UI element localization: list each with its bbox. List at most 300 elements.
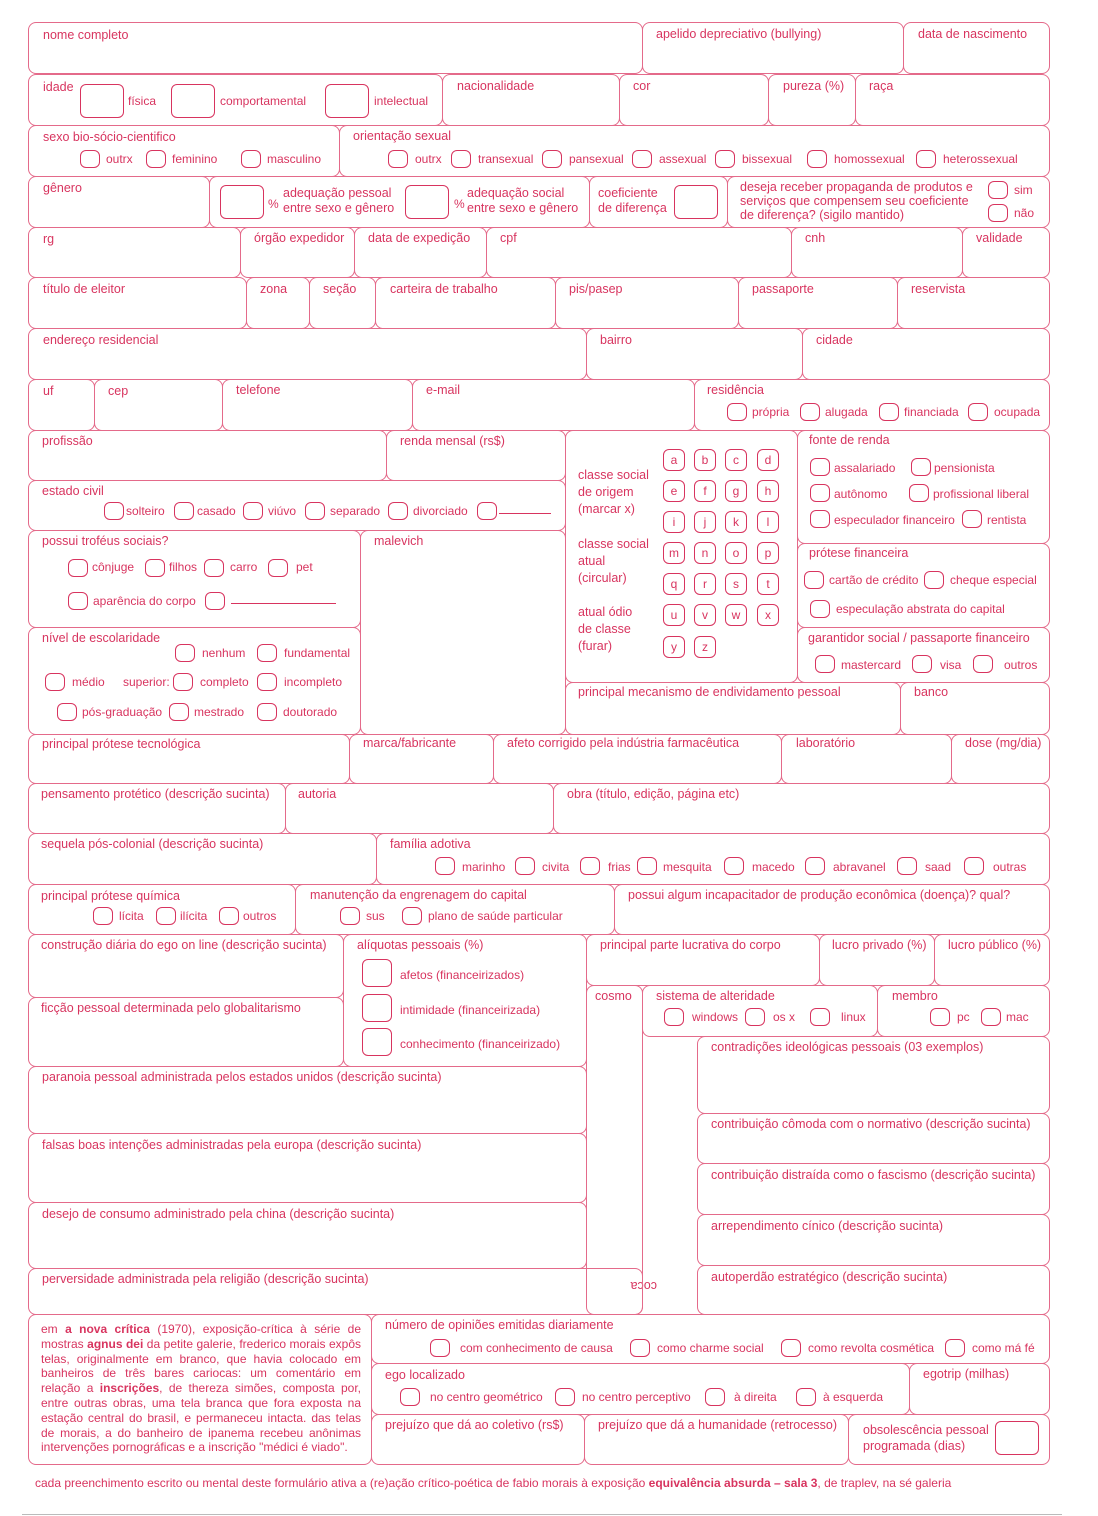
label-residencia: residência — [707, 383, 764, 397]
checkbox-fam-civita[interactable] — [515, 857, 535, 875]
label-fam-frias: frias — [608, 860, 631, 874]
label-pct-social: % — [454, 197, 465, 211]
checkbox-trofeu-pet[interactable] — [268, 559, 288, 577]
label-contribuicao-comoda: contribuição cômoda com o normativo (descrição sucinta) — [711, 1117, 1031, 1131]
class-letter-b[interactable]: b — [694, 449, 716, 471]
label-dose: dose (mg/dia) — [965, 736, 1042, 750]
checkbox-fam-frias[interactable] — [580, 857, 600, 875]
label-quim-licita: lícita — [119, 909, 144, 923]
label-bairro: bairro — [600, 333, 632, 347]
checkbox-fam-saad[interactable] — [897, 857, 917, 875]
label-data-expedicao: data de expedição — [368, 231, 471, 245]
label-classe-atual-l2: atual — [578, 554, 606, 568]
checkbox-propaganda-sim[interactable] — [988, 181, 1008, 199]
label-esc-medio: médio — [72, 675, 105, 689]
label-man-plano: plano de saúde particular — [428, 909, 563, 923]
label-civil-solteiro: solteiro — [126, 504, 165, 518]
label-genero: gênero — [43, 181, 82, 195]
label-res-ocupada: ocupada — [994, 405, 1041, 419]
label-data-nascimento: data de nascimento — [918, 27, 1028, 41]
checkbox-op-ma-fe[interactable] — [945, 1339, 965, 1357]
label-banco: banco — [914, 685, 949, 699]
class-letter-l[interactable]: l — [757, 511, 779, 533]
class-letter-k[interactable]: k — [725, 511, 747, 533]
checkbox-quim-licita[interactable] — [93, 907, 113, 925]
checkbox-man-plano[interactable] — [402, 907, 422, 925]
checkbox-trofeu-outro[interactable] — [205, 592, 225, 610]
label-res-propria: própria — [752, 405, 790, 419]
label-coca: coca — [630, 1279, 657, 1293]
label-intelectual: intelectual — [374, 94, 429, 108]
label-orient-outrx: outrx — [415, 152, 442, 166]
checkbox-alt-osx[interactable] — [745, 1008, 765, 1026]
field-uf[interactable] — [28, 379, 95, 431]
label-civil-divorciado: divorciado — [413, 504, 468, 518]
label-adequacao-social-l2: entre sexo e gênero — [467, 201, 579, 215]
idade-comportamental-box[interactable] — [171, 84, 215, 118]
checkbox-fam-marinho[interactable] — [435, 857, 455, 875]
label-parte-lucrativa: principal parte lucrativa do corpo — [600, 938, 781, 952]
checkbox-quim-ilicita[interactable] — [156, 907, 176, 925]
label-malevich: malevich — [374, 534, 424, 548]
label-alt-osx: os x — [773, 1010, 796, 1024]
label-cnh: cnh — [805, 231, 826, 245]
class-letter-i[interactable]: i — [663, 511, 685, 533]
label-fonte-liberal: profissional liberal — [933, 487, 1030, 501]
civil-outro-line[interactable] — [499, 513, 551, 514]
label-classe-origem-l3: (marcar x) — [578, 502, 635, 516]
checkbox-ego-esquerda[interactable] — [796, 1388, 816, 1406]
label-membro-mac: mac — [1006, 1010, 1029, 1024]
label-esc-mestrado: mestrado — [194, 705, 245, 719]
label-trofeu-aparencia: aparência do corpo — [93, 594, 196, 608]
checkbox-trofeu-carro[interactable] — [204, 559, 224, 577]
label-classe-atual — [578, 536, 649, 587]
checkbox-orient-assexual[interactable] — [632, 150, 652, 168]
paragraph-nova-critica — [41, 1322, 361, 1455]
aliquota-conhecimento-box[interactable] — [362, 1028, 392, 1056]
checkbox-gar-visa[interactable] — [912, 655, 932, 673]
field-cosmo-coca[interactable] — [586, 985, 643, 1315]
label-pis-pasep: pis/pasep — [569, 282, 623, 296]
checkbox-fam-macedo[interactable] — [724, 857, 744, 875]
label-contribuicao-distraida: contribuição distraída como o fascismo (descrição sucinta) — [711, 1168, 1036, 1182]
checkbox-man-sus[interactable] — [340, 907, 360, 925]
class-letter-x[interactable]: x — [757, 604, 779, 626]
label-titulo-eleitor: título de eleitor — [43, 282, 125, 296]
para-part-4: , de thereza simões, composta por, entre outras obras, uma tela branca que fora exposta na estação central do brasil, e permaneceu intacta. das telas de morais, a do banheiro de ipanema recebeu anônimas intervenções pornográficas e a inscrição "médici é viado". — [41, 1381, 361, 1455]
label-laboratorio: laboratório — [796, 736, 856, 750]
label-alt-linux: linux — [841, 1010, 866, 1024]
label-email: e-mail — [426, 383, 461, 397]
class-letter-z[interactable]: z — [694, 636, 716, 658]
class-letter-w[interactable]: w — [725, 604, 747, 626]
checkbox-pf-cartao[interactable] — [804, 571, 824, 589]
label-alt-windows: windows — [692, 1010, 739, 1024]
checkbox-membro-mac[interactable] — [981, 1008, 1001, 1026]
label-adequacao-pessoal-l2: entre sexo e gênero — [283, 201, 395, 215]
class-letter-j[interactable]: j — [694, 511, 716, 533]
checkbox-civil-divorciado[interactable] — [388, 502, 408, 520]
checkbox-esc-pos[interactable] — [57, 703, 77, 721]
checkbox-esc-doutorado[interactable] — [257, 703, 277, 721]
label-endereco: endereço residencial — [43, 333, 159, 347]
label-fam-abravanel: abravanel — [833, 860, 886, 874]
label-cidade: cidade — [816, 333, 853, 347]
label-autoperdao: autoperdão estratégico (descrição sucinta) — [711, 1270, 948, 1284]
label-pf-cheque: cheque especial — [950, 573, 1037, 587]
checkbox-ego-geometrico[interactable] — [400, 1388, 420, 1406]
label-desejo-consumo: desejo de consumo administrado pela china (descrição sucinta) — [42, 1207, 395, 1221]
label-orient-assexual: assexual — [659, 152, 707, 166]
label-op-charme: como charme social — [657, 1341, 764, 1355]
adequacao-pessoal-box[interactable] — [220, 185, 264, 219]
checkbox-fam-mesquita[interactable] — [637, 857, 657, 875]
label-telefone: telefone — [236, 383, 281, 397]
label-pf-cartao: cartão de crédito — [829, 573, 919, 587]
label-fam-outras: outras — [993, 860, 1027, 874]
class-letter-r[interactable]: r — [694, 573, 716, 595]
label-arrependimento: arrependimento cínico (descrição sucinta) — [711, 1219, 944, 1233]
label-cosmo: cosmo — [595, 989, 632, 1003]
label-propaganda-l2: serviços que compensem seu coeficiente — [740, 194, 969, 208]
checkbox-res-propria[interactable] — [727, 403, 747, 421]
label-esc-doutorado: doutorado — [283, 705, 338, 719]
checkbox-orient-homossexual[interactable] — [807, 150, 827, 168]
label-aliquotas: alíquotas pessoais (%) — [357, 938, 484, 952]
label-reservista: reservista — [911, 282, 966, 296]
label-ego-direita: à direita — [734, 1390, 777, 1404]
label-prejuizo-coletivo: prejuízo que dá ao coletivo (rs$) — [385, 1418, 564, 1432]
para-bold-1: a nova crítica — [65, 1322, 150, 1336]
checkbox-ego-perceptivo[interactable] — [555, 1388, 575, 1406]
footer-bold: equivalência absurda – sala 3 — [648, 1476, 818, 1490]
checkbox-op-revolta[interactable] — [781, 1339, 801, 1357]
label-adequacao-pessoal-l1: adequação pessoal — [283, 186, 392, 200]
class-letter-d[interactable]: d — [757, 449, 779, 471]
label-obsolescencia — [863, 1422, 989, 1454]
label-propaganda — [740, 180, 973, 222]
label-fam-saad: saad — [925, 860, 952, 874]
label-adequacao-social — [467, 186, 578, 216]
checkbox-gar-outros[interactable] — [973, 655, 993, 673]
field-rg[interactable] — [28, 227, 241, 278]
label-rg: rg — [43, 232, 55, 246]
checkbox-fonte-especulador[interactable] — [810, 510, 830, 528]
label-sequela: sequela pós-colonial (descrição sucinta) — [41, 837, 264, 851]
checkbox-esc-mestrado[interactable] — [169, 703, 189, 721]
label-lucro-privado: lucro privado (%) — [832, 938, 927, 952]
field-cpf[interactable] — [486, 227, 792, 278]
label-classe-odio-l1: atual ódio — [578, 605, 633, 619]
aliquota-afetos-box[interactable] — [362, 959, 392, 987]
checkbox-quim-outros[interactable] — [219, 907, 239, 925]
label-op-ma-fe: como má fé — [972, 1341, 1035, 1355]
adequacao-social-box[interactable] — [405, 185, 449, 219]
class-letter-o[interactable]: o — [725, 542, 747, 564]
label-propaganda-l1: deseja receber propaganda de produtos e — [740, 180, 973, 194]
label-trofeu-carro: carro — [230, 560, 258, 574]
checkbox-sexo-feminino[interactable] — [146, 150, 166, 168]
label-orient-homossexual: homossexual — [834, 152, 905, 166]
checkbox-esc-completo[interactable] — [173, 673, 193, 691]
label-orient-bissexual: bissexual — [742, 152, 793, 166]
label-coeficiente-l1: coeficiente — [598, 186, 658, 200]
label-garantidor: garantidor social / passaporte financeiro — [808, 631, 1030, 645]
label-ego-geometrico: no centro geométrico — [430, 1390, 543, 1404]
class-letter-t[interactable]: t — [757, 573, 779, 595]
label-gar-visa: visa — [940, 658, 962, 672]
label-orgao-expedidor: órgão expedidor — [254, 231, 345, 245]
label-man-sus: sus — [366, 909, 385, 923]
trofeu-outro-line[interactable] — [231, 603, 336, 604]
label-obsolescencia-l2: programada (dias) — [863, 1439, 966, 1453]
footer-part-1: cada preenchimento escrito ou mental deste formulário ativa a (re)ação crítico-poética de fabio morais à exposição — [35, 1476, 649, 1490]
label-secao: seção — [323, 282, 357, 296]
checkbox-fam-outras[interactable] — [964, 857, 984, 875]
checkbox-res-alugada[interactable] — [800, 403, 820, 421]
label-civil-casado: casado — [197, 504, 236, 518]
label-aliquota-intimidade: intimidade (financeirizada) — [400, 1003, 541, 1017]
label-trofeus: possui troféus sociais? — [42, 534, 169, 548]
label-fonte-especulador: especulador financeiro — [834, 513, 955, 527]
label-classe-odio-l3: (furar) — [578, 639, 613, 653]
checkbox-civil-separado[interactable] — [305, 502, 325, 520]
class-letter-s[interactable]: s — [725, 573, 747, 595]
class-letter-n[interactable]: n — [694, 542, 716, 564]
label-afeto: afeto corrigido pela indústria farmacêutica — [507, 736, 740, 750]
label-op-revolta: como revolta cosmética — [808, 1341, 935, 1355]
checkbox-orient-transexual[interactable] — [451, 150, 471, 168]
idade-fisica-box[interactable] — [80, 84, 124, 118]
label-marca: marca/fabricante — [363, 736, 457, 750]
class-letter-v[interactable]: v — [694, 604, 716, 626]
label-zona: zona — [260, 282, 288, 296]
checkbox-res-ocupada[interactable] — [968, 403, 988, 421]
label-fam-civita: civita — [542, 860, 570, 874]
field-malevich[interactable] — [360, 530, 566, 735]
label-paranoia: paranoia pessoal administrada pelos estados unidos (descrição sucinta) — [42, 1070, 442, 1084]
para-bold-2: agnus dei — [87, 1336, 144, 1351]
label-fisica: física — [128, 94, 157, 108]
label-cpf: cpf — [500, 231, 517, 245]
label-fam-macedo: macedo — [752, 860, 795, 874]
label-profissao: profissão — [42, 434, 93, 448]
label-propaganda-l3: de diferença? (sigilo mantido) — [740, 208, 904, 222]
label-sexo: sexo bio-sócio-cientifico — [43, 130, 176, 144]
label-construcao-ego: construção diária do ego on line (descrição sucinta) — [41, 938, 327, 952]
label-obra: obra (título, edição, página etc) — [567, 787, 740, 801]
coeficiente-box[interactable] — [674, 185, 718, 219]
label-familia: família adotiva — [390, 837, 471, 851]
checkbox-orient-outrx[interactable] — [388, 150, 408, 168]
label-escolaridade: nível de escolaridade — [42, 631, 161, 645]
label-raca: raça — [869, 79, 894, 93]
label-contradicoes: contradições ideológicas pessoais (03 exemplos) — [711, 1040, 984, 1054]
label-coeficiente — [598, 186, 667, 216]
label-lucro-publico: lucro público (%) — [948, 938, 1042, 952]
checkbox-civil-casado[interactable] — [174, 502, 194, 520]
checkbox-fonte-autonomo[interactable] — [810, 484, 830, 502]
checkbox-esc-incompleto[interactable] — [257, 673, 277, 691]
label-fonte-assalariado: assalariado — [834, 461, 896, 475]
label-fonte-pensionista: pensionista — [934, 461, 995, 475]
label-sexo-feminino: feminino — [172, 152, 218, 166]
label-incapacitador: possui algum incapacitador de produção econômica (doença)? qual? — [628, 888, 1011, 902]
label-esc-pos: pós-graduação — [82, 705, 163, 719]
label-egotrip: egotrip (milhas) — [923, 1367, 1010, 1381]
label-prejuizo-humanidade: prejuízo que dá a humanidade (retrocesso) — [598, 1418, 838, 1432]
checkbox-trofeu-filhos[interactable] — [145, 559, 165, 577]
class-letter-f[interactable]: f — [694, 480, 716, 502]
checkbox-pf-especulacao[interactable] — [810, 600, 830, 618]
class-letter-a[interactable]: a — [663, 449, 685, 471]
checkbox-op-conhecimento[interactable] — [430, 1339, 450, 1357]
label-endividamento: principal mecanismo de endividamento pessoal — [578, 685, 841, 699]
label-cor: cor — [633, 79, 651, 93]
checkbox-esc-medio[interactable] — [45, 673, 65, 691]
label-perversidade: perversidade administrada pela religião (descrição sucinta) — [42, 1272, 369, 1286]
footer-part-3: , de traplev, na sé galeria — [817, 1476, 952, 1490]
class-letter-g[interactable]: g — [725, 480, 747, 502]
class-letter-y[interactable]: y — [663, 636, 685, 658]
para-part-3: da petite galerie, frederico morais expôs telas, originalmente em branco, que havia colocado em banheiros de três bares cariocas: um comentário em relação a — [41, 1336, 361, 1396]
class-letter-c[interactable]: c — [725, 449, 747, 471]
aliquota-intimidade-box[interactable] — [362, 994, 392, 1022]
label-uf: uf — [43, 384, 54, 398]
label-pensamento: pensamento protético (descrição sucinta) — [41, 787, 270, 801]
label-classe-odio — [578, 604, 632, 655]
label-classe-atual-l3: (circular) — [578, 571, 627, 585]
idade-intelectual-box[interactable] — [325, 84, 369, 118]
checkbox-sexo-masculino[interactable] — [241, 150, 261, 168]
checkbox-esc-nenhum[interactable] — [175, 644, 195, 662]
label-adequacao-social-l1: adequação social — [467, 186, 565, 200]
label-orient-heterossexual: heterossexual — [943, 152, 1018, 166]
label-protese-financeira: prótese financeira — [809, 546, 909, 560]
label-classe-origem — [578, 467, 649, 518]
label-nome-completo: nome completo — [43, 28, 129, 42]
checkbox-civil-solteiro[interactable] — [104, 502, 124, 520]
checkbox-fam-abravanel[interactable] — [805, 857, 825, 875]
checkbox-alt-linux[interactable] — [810, 1008, 830, 1026]
label-comportamental: comportamental — [220, 94, 307, 108]
checkbox-fonte-rentista[interactable] — [962, 510, 982, 528]
para-part-1: em — [41, 1322, 66, 1336]
label-trofeu-pet: pet — [296, 560, 313, 574]
label-passaporte: passaporte — [752, 282, 814, 296]
checkbox-res-financiada[interactable] — [879, 403, 899, 421]
class-letter-u[interactable]: u — [663, 604, 685, 626]
checkbox-orient-pansexual[interactable] — [542, 150, 562, 168]
label-quim-outros: outros — [243, 909, 277, 923]
label-membro-pc: pc — [957, 1010, 970, 1024]
checkbox-orient-bissexual[interactable] — [715, 150, 735, 168]
label-civil-viuvo: viúvo — [268, 504, 297, 518]
checkbox-fonte-liberal[interactable] — [909, 484, 929, 502]
label-gar-mastercard: mastercard — [841, 658, 902, 672]
checkbox-gar-mastercard[interactable] — [815, 655, 835, 673]
label-esc-nenhum: nenhum — [202, 646, 246, 660]
label-nacionalidade: nacionalidade — [457, 79, 535, 93]
label-res-alugada: alugada — [825, 405, 868, 419]
label-adequacao-pessoal — [283, 186, 394, 216]
checkbox-sexo-outrx[interactable] — [80, 150, 100, 168]
checkbox-trofeu-aparencia[interactable] — [68, 592, 88, 610]
label-gar-outros: outros — [1004, 658, 1038, 672]
label-classe-atual-l1: classe social — [578, 537, 649, 551]
checkbox-fonte-pensionista[interactable] — [911, 458, 931, 476]
label-orientacao: orientação sexual — [353, 129, 451, 143]
label-ego-localizado: ego localizado — [385, 1368, 465, 1382]
obsolescencia-box[interactable] — [995, 1421, 1039, 1455]
checkbox-op-charme[interactable] — [630, 1339, 650, 1357]
class-letter-e[interactable]: e — [663, 480, 685, 502]
label-trofeu-filhos: filhos — [169, 560, 198, 574]
label-protese-quimica: principal prótese química — [41, 889, 180, 903]
label-pct-pessoal: % — [268, 197, 279, 211]
label-civil-separado: separado — [330, 504, 381, 518]
checkbox-orient-heterossexual[interactable] — [916, 150, 936, 168]
label-fam-marinho: marinho — [462, 860, 506, 874]
label-obsolescencia-l1: obsolescência pessoal — [863, 1423, 989, 1437]
label-carteira-trabalho: carteira de trabalho — [390, 282, 498, 296]
label-esc-completo: completo — [200, 675, 249, 689]
label-classe-odio-l2: de classe — [578, 622, 631, 636]
label-res-financiada: financiada — [904, 405, 959, 419]
footer-rule — [22, 1514, 1062, 1515]
label-quim-ilicita: ilícita — [180, 909, 208, 923]
class-letter-p[interactable]: p — [757, 542, 779, 564]
checkbox-membro-pc[interactable] — [930, 1008, 950, 1026]
label-manutencao: manutenção da engrenagem do capital — [310, 888, 527, 902]
class-letter-m[interactable]: m — [663, 542, 685, 564]
label-ficcao: ficção pessoal determinada pelo globalitarismo — [41, 1001, 301, 1015]
label-orient-pansexual: pansexual — [569, 152, 624, 166]
label-orient-transexual: transexual — [478, 152, 534, 166]
class-letter-h[interactable]: h — [757, 480, 779, 502]
checkbox-civil-viuvo[interactable] — [243, 502, 263, 520]
label-aliquota-afetos: afetos (financeirizados) — [400, 968, 525, 982]
checkbox-propaganda-nao[interactable] — [988, 204, 1008, 222]
checkbox-pf-cheque[interactable] — [924, 571, 944, 589]
checkbox-ego-direita[interactable] — [705, 1388, 725, 1406]
label-sexo-masculino: masculino — [267, 152, 322, 166]
label-op-conhecimento: com conhecimento de causa — [460, 1341, 613, 1355]
label-fonte-autonomo: autônomo — [834, 487, 888, 501]
checkbox-civil-outro[interactable] — [477, 502, 497, 520]
label-sexo-outrx: outrx — [106, 152, 133, 166]
label-trofeu-conjuge: cônjuge — [92, 560, 135, 574]
label-membro: membro — [892, 989, 938, 1003]
label-aliquota-conhecimento: conhecimento (financeirizado) — [400, 1037, 561, 1051]
field-familia — [376, 833, 1050, 885]
label-ego-esquerda: à esquerda — [823, 1390, 884, 1404]
label-sim: sim — [1014, 183, 1033, 197]
label-esc-fundamental: fundamental — [284, 646, 351, 660]
class-letter-q[interactable]: q — [663, 573, 685, 595]
label-esc-superior: superior: — [123, 675, 170, 689]
label-apelido: apelido depreciativo (bullying) — [656, 27, 822, 41]
label-estado-civil: estado civil — [42, 484, 104, 498]
label-opinioes: número de opiniões emitidas diariamente — [385, 1318, 614, 1332]
checkbox-fonte-assalariado[interactable] — [810, 458, 830, 476]
label-renda-mensal: renda mensal (rs$) — [400, 434, 505, 448]
checkbox-alt-windows[interactable] — [664, 1008, 684, 1026]
checkbox-trofeu-conjuge[interactable] — [68, 559, 88, 577]
label-fam-mesquita: mesquita — [663, 860, 712, 874]
checkbox-esc-fundamental[interactable] — [257, 644, 277, 662]
